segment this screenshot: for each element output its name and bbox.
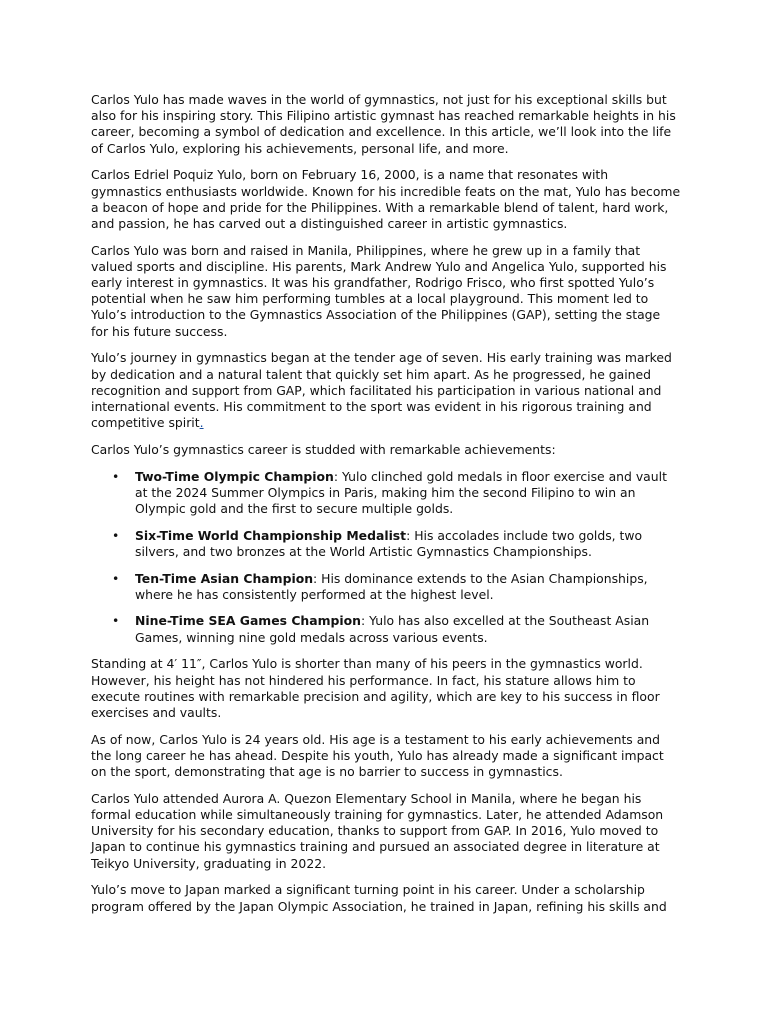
achievement-title: Ten-Time Asian Champion xyxy=(135,570,314,586)
bullet-icon: • xyxy=(112,468,120,484)
achievement-title: Nine-Time SEA Games Champion xyxy=(135,613,361,629)
achievement-text: : His dominance extends to the Asian Championships, where he has consistently performed at the highest level. xyxy=(135,570,648,602)
bullet-icon: • xyxy=(112,527,120,543)
paragraph-biography: Carlos Edriel Poquiz Yulo, born on February 16, 2000, is a name that resonates with gymnastics enthusiasts worldwide. Known for his incredible feats on the mat, Yulo has become a beacon of hope and pride for the Philippines. With a remarkable blend of talent, hard work, and passion, he has carved out a distinguished career in artistic gymnastics. xyxy=(91,167,681,231)
paragraph-training xyxy=(91,350,681,431)
paragraph-height: Standing at 4′ 11″, Carlos Yulo is shorter than many of his peers in the gymnastics world. However, his height has not hindered his performance. In fact, his stature allows him to execute routines with remarkable precision and agility, which are key to his success in floor exercises and vaults. xyxy=(91,656,660,720)
paragraph-japan: Yulo’s move to Japan marked a significant turning point in his career. Under a scholarship program offered by the Japan Olympic Association, he trained in Japan, refining his skills and xyxy=(91,882,667,914)
document-body xyxy=(91,92,681,925)
paragraph-age: As of now, Carlos Yulo is 24 years old. His age is a testament to his early achievements and the long career he has ahead. Despite his youth, Yulo has already made a significant impact on the sport, demonstrating that age is no barrier to success in gymnastics. xyxy=(91,731,664,780)
paragraph-early-life: Carlos Yulo was born and raised in Manila, Philippines, where he grew up in a family that valued sports and discipline. His parents, Mark Andrew Yulo and Angelica Yulo, supported his early interest in gymnastics. It was his grandfather, Rodrigo Frisco, who first spotted Yulo’s potential when he saw him performing tumbles at a local playground. This moment led to Yulo’s introduction to the Gymnastics Association of the Philippines (GAP), setting the stage for his future success. xyxy=(91,242,667,339)
achievements-list xyxy=(91,469,681,646)
inline-link[interactable]: . xyxy=(199,415,204,431)
bullet-icon: • xyxy=(112,570,120,586)
achievement-title: Six-Time World Championship Medalist xyxy=(135,527,407,543)
paragraph-intro: Carlos Yulo has made waves in the world of gymnastics, not just for his exceptional skills but also for his inspiring story. This Filipino artistic gymnast has reached remarkable heights in his career, becoming a symbol of dedication and excellence. In this article, we’ll look into the life of Carlos Yulo, exploring his achievements, personal life, and more. xyxy=(91,92,676,156)
list-item xyxy=(112,613,681,645)
paragraph-training-text: Yulo’s journey in gymnastics began at the tender age of seven. His early training was marked by dedication and a natural talent that quickly set him apart. As he progressed, he gained recognition and support from GAP, which facilitated his participation in various national and international events. His commitment to the sport was evident in his rigorous training and competitive spirit xyxy=(91,350,672,431)
achievement-text: : Yulo has also excelled at the Southeast Asian Games, winning nine gold medals across various events. xyxy=(135,613,650,645)
paragraph-achievements-lead: Carlos Yulo’s gymnastics career is studded with remarkable achievements: xyxy=(91,441,556,457)
bullet-icon: • xyxy=(112,613,120,629)
list-item xyxy=(112,468,681,518)
list-item xyxy=(112,570,681,603)
paragraph-education: Carlos Yulo attended Aurora A. Quezon Elementary School in Manila, where he began his formal education while simultaneously training for gymnastics. Later, he attended Adamson University for his secondary education, thanks to support from GAP. In 2016, Yulo moved to Japan to continue his gymnastics training and pursued an associated degree in literature at Teikyo University, graduating in 2022. xyxy=(91,790,664,871)
list-item xyxy=(112,527,681,560)
achievement-text: : Yulo clinched gold medals in floor exercise and vault at the 2024 Summer Olympics in Paris, making him the second Filipino to win an Olympic gold and the first to secure multiple golds. xyxy=(135,468,667,516)
achievement-title: Two-Time Olympic Champion xyxy=(135,468,334,484)
achievement-text: : His accolades include two golds, two silvers, and two bronzes at the World Artistic Gymnastics Championships. xyxy=(135,527,643,559)
